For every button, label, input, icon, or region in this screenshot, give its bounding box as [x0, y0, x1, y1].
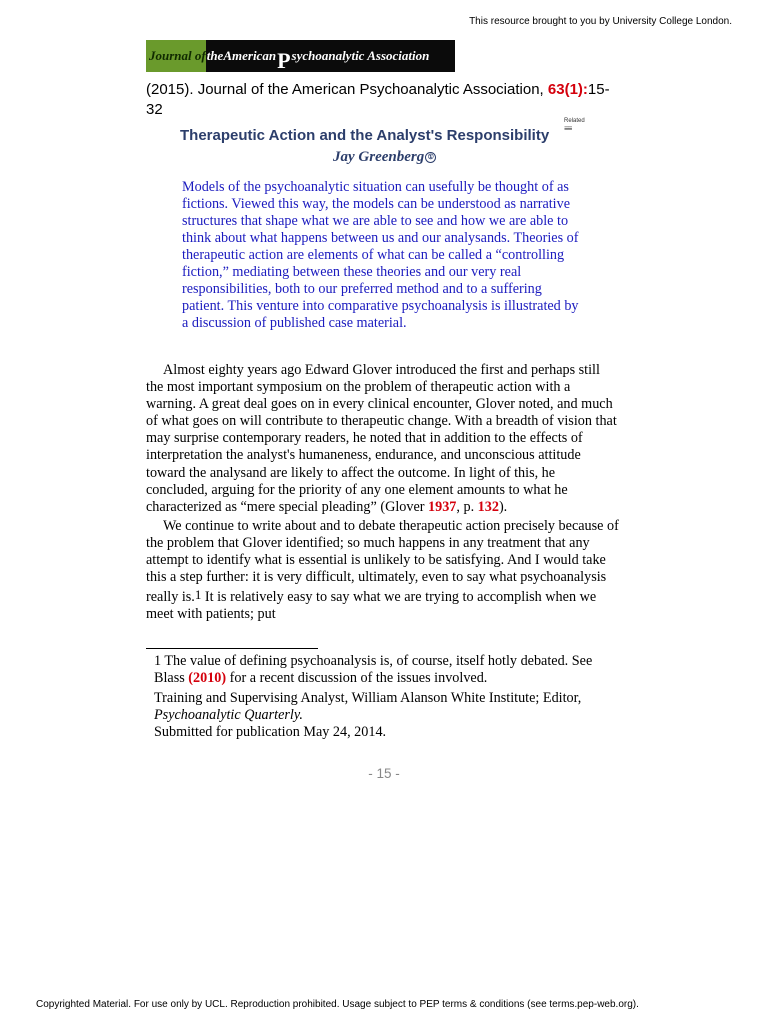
- affiliation-text: Training and Supervising Analyst, William Alanson White Institute; Editor,: [154, 690, 582, 706]
- author-name[interactable]: Jay Greenberg: [333, 149, 425, 165]
- paragraph-2-end: It is relatively easy to say what we are trying to accomplish when we meet with patients; put: [146, 589, 597, 623]
- banner-text-journal-of: Journal of: [149, 48, 206, 63]
- footnote-1-text: The value of defining psychoanalysis is, of course, itself hotly debated. See Blass: [154, 653, 593, 686]
- banner-big-p: P: [277, 48, 291, 72]
- related-label: Related: [564, 118, 585, 124]
- body-paragraph-2: [146, 518, 620, 624]
- citation-line: [146, 80, 628, 120]
- citation-pages-start: 15-: [587, 81, 610, 98]
- citation-prefix: (2015). Journal of the American Psychoanalytic Association,: [146, 81, 544, 98]
- author-line: [333, 149, 436, 166]
- banner-association-name: [206, 40, 455, 72]
- access-credit: This resource brought to you by University College London.: [469, 16, 732, 27]
- related-list-icon: ≡≡: [564, 124, 572, 133]
- copyright-notice: Copyrighted Material. For use only by UCL. Reproduction prohibited. Usage subject to PEP terms & conditions (see terms.pep-web.org).: [36, 999, 639, 1010]
- submission-date: Submitted for publication May 24, 2014.: [154, 724, 387, 740]
- paragraph-2-text: We continue to write about and to debate therapeutic action precisely because of the problem that Glover identified; so much happens in any treatment that any attempt to identify what is essential is unlikely to be satisfying. And I would take this a step further: it is very difficult, ultimately, even to say what psychoanalysis really is.: [146, 517, 619, 606]
- article-body: [146, 362, 620, 623]
- footnote-divider: [146, 648, 318, 649]
- footnote-1-text-end: for a recent discussion of the issues involved.: [226, 670, 488, 686]
- ref-page-132-link[interactable]: 132: [477, 498, 499, 515]
- citation-pages-end: 32: [146, 101, 163, 118]
- author-affiliation: [154, 690, 624, 724]
- abstract: Models of the psychoanalytic situation can usefully be thought of as fictions. Viewed this way, the models can be understood as narrative structures that shape what we are able to see and how we are able to think about what happens between us and our analysands. Theories of therapeutic action are elements of what can be called a “controlling fiction,” mediating between these theories and our very real responsibilities, both to our preferred method and to a suffering patient. This venture into comparative psychoanalysis is illustrated by a discussion of published case material.: [182, 179, 579, 331]
- footnote-1-marker[interactable]: 1: [194, 587, 202, 603]
- page-number: - 15 -: [368, 766, 400, 781]
- related-button[interactable]: [564, 118, 588, 140]
- author-info-icon[interactable]: ①: [425, 152, 436, 163]
- citation-volume-link[interactable]: 63(1):: [547, 81, 588, 98]
- footnotes: [154, 653, 624, 741]
- ref-blass-2010-link[interactable]: (2010): [188, 670, 227, 686]
- footnote-1-number: 1: [154, 653, 162, 669]
- ref-glover-1937-link[interactable]: 1937: [428, 498, 457, 515]
- banner-text-the-american: theAmerican: [206, 48, 277, 63]
- paragraph-1-page-prefix: , p.: [456, 498, 478, 515]
- footnote-1: [154, 653, 624, 687]
- affiliation-journal: Psychoanalytic Quarterly.: [154, 707, 303, 723]
- paragraph-1-end: ).: [498, 498, 508, 515]
- body-paragraph-1: [146, 362, 620, 516]
- paragraph-1-text: Almost eighty years ago Edward Glover introduced the first and perhaps still the most important symposium on the problem of therapeutic action with a warning. A great deal goes on in every clinical encounter, Glover noted, and much of what goes on will contribute to therapeutic change. With a breadth of vision that may surprise contemporary readers, he noted that in addition to the effects of interpretation the analyst's humaneness, endurance, and unconscious attitude toward the analysand are likely to affect the outcome. In light of this, he concluded, arguing for the priority of any one element amounts to what he characterized as “mere special pleading” (Glover: [146, 362, 617, 515]
- banner-journal-of: [146, 40, 206, 72]
- journal-banner-logo[interactable]: [146, 40, 455, 72]
- article-title: Therapeutic Action and the Analyst's Responsibility: [180, 127, 550, 144]
- banner-text-psychoanalytic-association: sychoanalytic Association: [291, 48, 430, 63]
